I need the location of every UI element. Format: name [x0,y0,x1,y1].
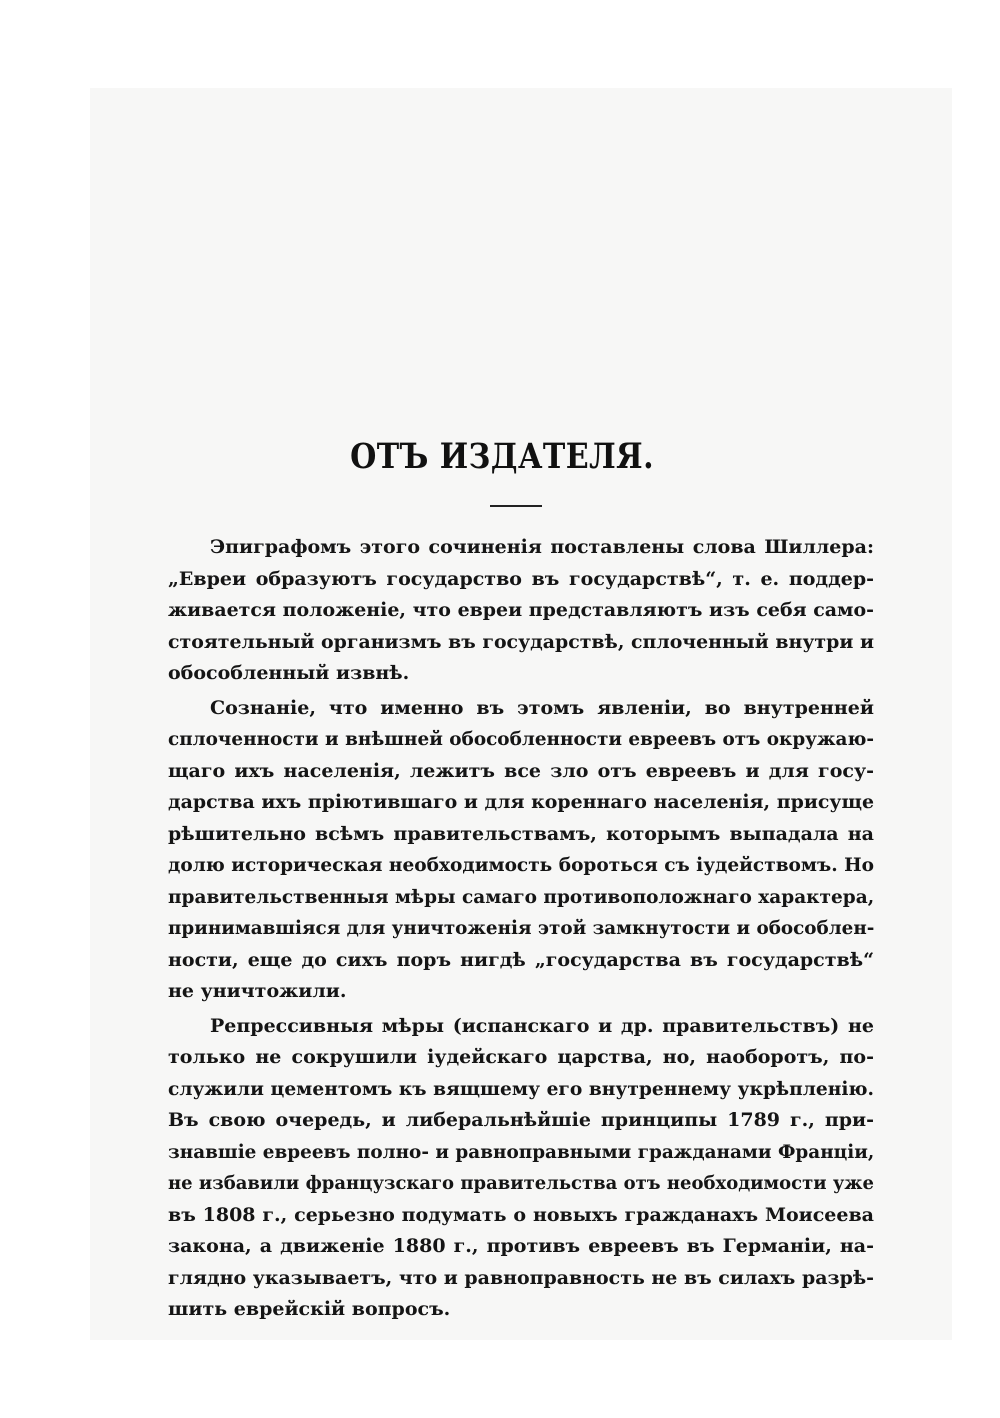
document-body [168,532,874,1326]
text-line: въ 1808 г., серьезно подумать о новыхъ гражданахъ Моисеева [168,1203,874,1226]
text-line: служили цементомъ къ вящшему его внутреннему укрѣпленію. [168,1077,875,1100]
text-line: рѣшительно всѣмъ правительствамъ, которымъ выпадала на [168,822,874,845]
text-line: живается положеніе, что евреи представляютъ изъ себя само- [168,599,875,621]
text-line: сплоченности и внѣшней обособленности евреевъ отъ окружаю- [168,728,874,750]
text-line: щаго ихъ населенія, лежитъ все зло отъ евреевъ и для госу- [168,759,874,782]
title-divider [490,505,542,507]
text-line: принимавшіяся для уничтоженія этой замкнутости и обособлен- [168,917,875,939]
text-line: только не сокрушили іудейскаго царства, но, наоборотъ, по- [168,1046,874,1068]
text-line: правительственныя мѣры самаго противоположнаго характера, [168,885,875,908]
text-line: глядно указываетъ, что и равноправность не въ силахъ разрѣ- [168,1266,875,1289]
text-line: Въ свою очередь, и либеральнѣйшіе принципы 1789 г., при- [168,1109,874,1131]
text-line: шить еврейскій вопросъ. [168,1298,451,1320]
text-line: Эпиграфомъ этого сочиненія поставлены слова Шиллера: [210,536,874,558]
text-line: закона, а движеніе 1880 г., противъ евреевъ въ Германіи, на- [168,1235,874,1257]
text-line: Репрессивныя мѣры (испанскаго и др. правительствъ) не [210,1014,874,1037]
text-line: знавшіе евреевъ полно- и равноправными гражданами Франціи, [168,1140,875,1163]
text-line: дарства ихъ пріютившаго и для кореннаго населенія, присуще [168,791,875,813]
paragraph-3 [168,1011,874,1326]
paragraph-2 [168,693,874,1008]
text-line: долю историческая необходимость бороться съ іудействомъ. Но [168,854,874,876]
text-line: „Евреи образуютъ государство въ государствѣ“, т. е. поддер- [168,567,874,590]
text-line: ности, еще до сихъ поръ нигдѣ „государства въ государствѣ“ [168,948,874,971]
text-line: стоятельный организмъ въ государствѣ, сплоченный внутри и [168,630,875,653]
page-title: ОТЪ ИЗДАТЕЛЯ. [350,436,655,477]
paragraph-1 [168,532,874,690]
text-line: обособленный извнѣ. [168,662,410,684]
text-line: не уничтожили. [168,980,347,1002]
text-line: не избавили французскаго правительства отъ необходимости уже [168,1172,875,1194]
text-line: Сознаніе, что именно въ этомъ явленіи, во внутренней [210,696,874,719]
